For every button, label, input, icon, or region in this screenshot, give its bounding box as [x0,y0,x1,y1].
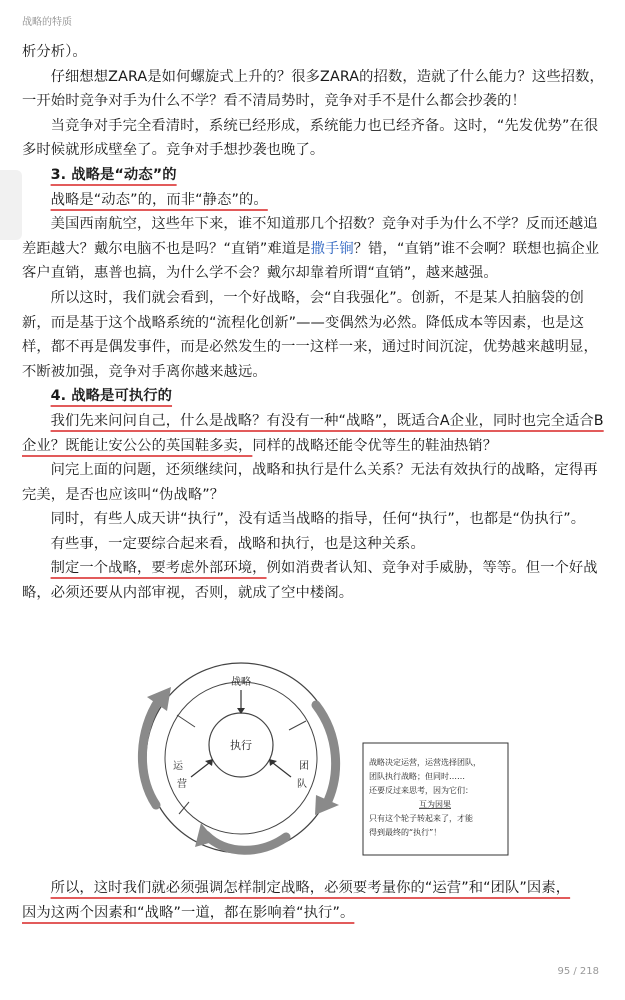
paragraph: 同时，有些人成天讲“执行”，没有适当战略的指导，任何“执行”，也都是“伪执行”。 [50,511,586,528]
paragraph: 有些事，一定要综合起来看，战略和执行，也是这种关系。 [50,535,425,552]
underlined-text: 战略是“动态”的，而非“静态”的。 [50,191,268,208]
chapter-header: 战略的特质 [22,17,72,28]
label-execution: 执行 [230,739,252,752]
note-line: 团队执行战略；但同时…… [369,772,465,781]
heading-text: 4. 战略是可执行的 [50,388,173,405]
paragraph: 仔细想想ZARA是如何螺旋式上升的？很多ZARA的招数，造就了什么能力？这些招数，一开始时竞争对手为什么不学？看不清局势时，竞争对手不是什么都会抄袭的！ [22,68,604,110]
underlined-text: 因为这两个因素和“战略”一道，都在影响着“执行”。 [22,904,355,921]
note-emphasis: 互为因果 [419,800,451,809]
section-heading [22,163,604,188]
paragraph [22,409,604,458]
paragraph: 析分析）。 [22,44,87,60]
paragraph [22,876,604,901]
heading-text: 3. 战略是“动态”的 [50,166,177,183]
label-strategy: 战略 [231,677,251,688]
note-line: 只有这个轮子转起来了，才能 [369,814,473,823]
paragraph: 所以这时，我们就会看到，一个好战略，会“自我强化”。创新，不是某人拍脑袋的创新，而是基于这个战略系统的“流程化创新”——变偶然为必然。降低成本等因素，也是这样，都不再是偶发事件，而是必然发生的一一这样一来，通过时间沉淀，优势越来越明显，不断被加强，竞争对手离你越来越远。 [22,289,598,380]
text: 同样的战略还能令优等生的鞋油热销？ [252,437,498,454]
note-line: 还要反过来思考，因为它们： [369,786,473,795]
wheel-diagram [111,655,511,865]
label-team-2: 队 [297,779,307,790]
note-line: 战略决定运营，运营选择团队， [369,758,481,767]
body-text-bottom [22,876,604,925]
paragraph [22,188,604,213]
paragraph: 当竞争对手完全看清时，系统已经形成，系统能力也已经齐备。这时，“先发优势”在很多时候就形成壁垒了。竞争对手想抄袭也晚了。 [22,117,599,159]
side-tab[interactable] [0,170,22,240]
note-line: 得到最终的“执行”！ [369,828,442,837]
underlined-text: 所以，这时我们就必须强调怎样制定战略，必须要考量你的“运营”和“团队”因素， [50,880,571,896]
body-text [22,40,604,606]
paragraph [22,901,604,926]
text: 例如消费者认知、竞争对手威胁，等等。但一个好战略，必须还要从内部审视，否则，就成了空中楼阁。 [22,560,598,602]
section-heading [22,384,604,409]
term-link[interactable]: 撒手锏 [310,240,354,257]
paragraph [22,212,604,286]
text: ？错，“直销”谁不会啊？联想也搞企业客户直销，惠普也搞，为什么学不会？戴尔却靠着所谓“直销”，越来越强。 [22,240,600,282]
text: 美国西南航空，这些年下来，谁不知道那几个招数？竞争对手为什么不学？反而还越追差距越大？戴尔电脑不也是吗？“直销”难道是 [22,216,598,257]
underlined-text: 我们先来问问自己，什么是战略？有没有一种“战略”，既适合A企业，同时也完全适合B企业？既能让安公公的英国鞋多卖， [22,412,604,454]
paragraph: 问完上面的问题，还须继续问，战略和执行是什么关系？无法有效执行的战略，定得再完美，是否也应该叫“伪战略”？ [22,462,598,503]
label-operation-2: 营 [177,779,187,790]
strategy-wheel-figure [111,655,511,865]
underlined-text: 制定一个战略，要考虑外部环境， [50,560,267,577]
page-number: 95 / 218 [557,966,599,977]
label-operation-1: 运 [173,761,183,772]
paragraph [22,556,604,605]
label-team-1: 团 [299,761,309,772]
